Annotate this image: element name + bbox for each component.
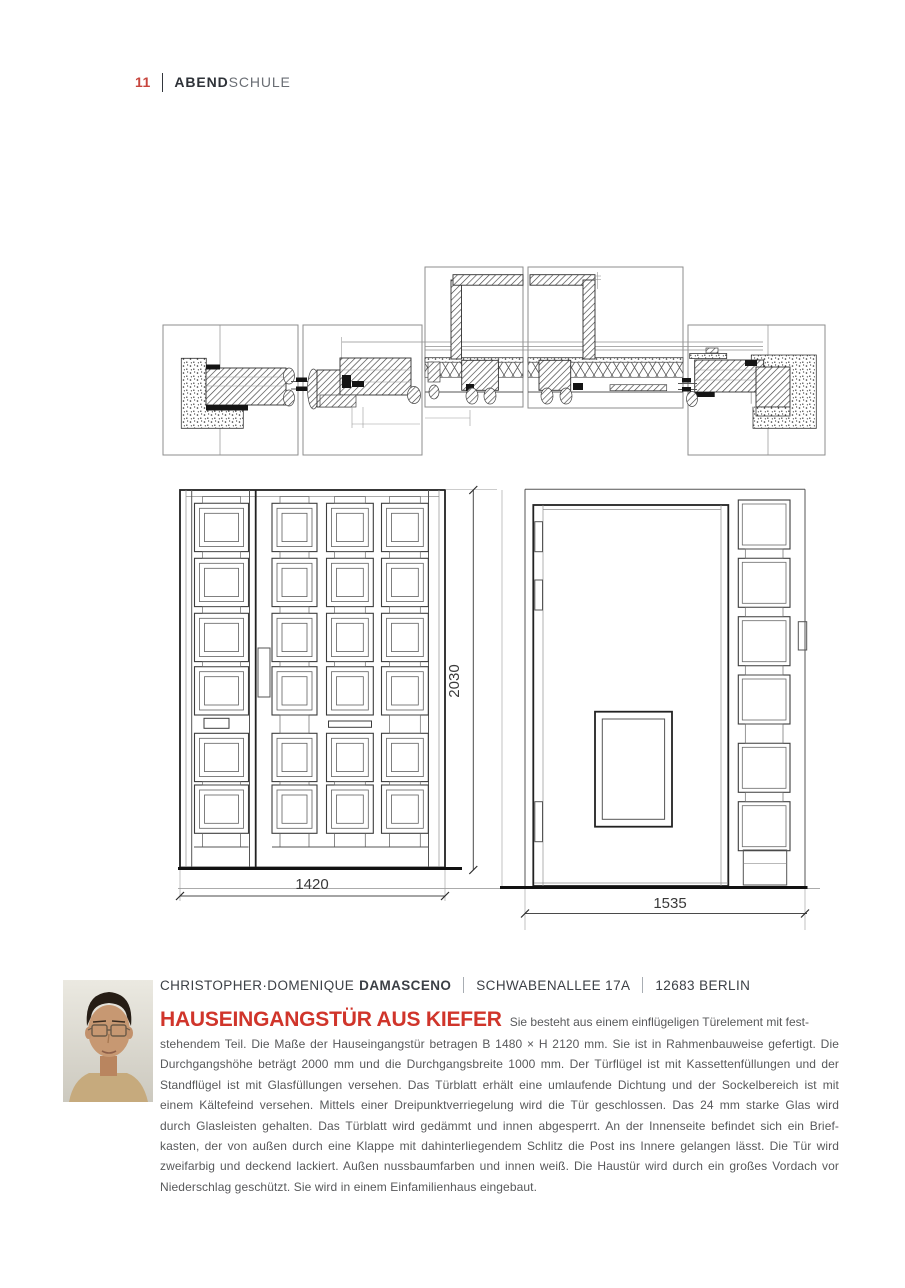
cassette-panel <box>272 733 317 781</box>
cassette-panel <box>272 503 317 551</box>
cassette-mid <box>200 618 244 656</box>
dimension-width-interior <box>521 889 809 930</box>
door-handle-exterior <box>258 648 270 697</box>
cassette-mid <box>277 508 312 546</box>
cassette-tab <box>280 662 309 667</box>
cassette-panel <box>327 733 374 781</box>
cassette-tab <box>390 497 421 504</box>
cassette-panel <box>272 667 317 715</box>
cassette-glass <box>282 568 307 596</box>
cassette-glass <box>337 568 364 596</box>
cassette-tab <box>280 552 309 559</box>
section-drawing <box>163 267 825 455</box>
article-body <box>160 1008 839 1197</box>
cassette-glass <box>392 513 419 541</box>
cassette-tab <box>280 497 309 504</box>
cassette-mid <box>332 563 369 601</box>
cassette-grid-exterior <box>195 497 429 848</box>
page-header <box>135 72 291 92</box>
cassette-panel <box>738 500 790 549</box>
elevation-exterior <box>176 486 820 901</box>
cassette-glass <box>337 623 364 651</box>
cassette-tab <box>390 662 421 667</box>
cassette-mid <box>387 563 424 601</box>
cassette-panel <box>195 558 249 606</box>
cassette-glass <box>205 568 239 596</box>
dimension-width-exterior <box>176 870 449 901</box>
side-panel-base <box>743 850 786 885</box>
article-line: Durchgangshöhe beträgt 2000 mm und die Durchgangsbreite 1000 mm. Der Türflügel ist mit Kassettenfüllungen und der <box>160 1057 839 1072</box>
cassette-tab <box>335 782 366 785</box>
cassette-tab <box>203 607 241 614</box>
cassette-glass <box>742 747 786 788</box>
dim-element-width: 1535 <box>653 895 687 912</box>
cassette-glass <box>282 677 307 705</box>
header-divider <box>162 73 164 92</box>
cassette-mid <box>200 738 244 776</box>
cassette-glass <box>337 795 364 823</box>
section-leaf-profiles <box>308 358 421 428</box>
cassette-tab <box>335 607 366 614</box>
cassette-mid <box>200 672 244 710</box>
cassette-tab <box>390 715 421 733</box>
door-leaf-interior <box>533 505 728 886</box>
cassette-panel <box>382 503 429 551</box>
page-number: 11 <box>135 74 151 90</box>
cassette-panel <box>738 558 790 607</box>
letterbox-flap <box>204 718 229 728</box>
cassette-tab <box>745 607 783 616</box>
cassette-glass <box>392 677 419 705</box>
cassette-glass <box>742 806 786 847</box>
cassette-glass <box>392 743 419 771</box>
author-divider <box>463 977 464 993</box>
cassette-glass <box>742 504 786 545</box>
article-line: einem Kältefeind versehen. Mittels einer Dreipunktverriegelung wird die Tür geschlossen. Das 24 mm starke Glas wird <box>160 1098 839 1113</box>
cassette-tab <box>280 715 309 733</box>
cassette-tab <box>335 662 366 667</box>
article-first-line <box>160 1008 839 1034</box>
cassette-glass <box>205 623 239 651</box>
cassette-tab <box>280 607 309 614</box>
cassette-glass <box>392 795 419 823</box>
portrait-illustration <box>63 980 153 1102</box>
cassette-mid <box>387 738 424 776</box>
article-line: Sie besteht aus einem einflügeligen Türelement mit fest- <box>509 1015 809 1029</box>
author-divider <box>642 977 643 993</box>
cassette-panel <box>327 558 374 606</box>
cassette-mid <box>332 672 369 710</box>
letterbox-panel <box>595 712 672 827</box>
cassette-glass <box>205 513 239 541</box>
cassette-glass <box>392 568 419 596</box>
cassette-mid <box>277 738 312 776</box>
section-portal-and-insulation <box>425 272 683 426</box>
cassette-glass <box>392 623 419 651</box>
cassette-panel <box>272 613 317 661</box>
cassette-glass <box>742 621 786 662</box>
cassette-glass <box>742 679 786 720</box>
cassette-tab <box>745 549 783 558</box>
cassette-panel <box>382 613 429 661</box>
cassette-mid <box>387 672 424 710</box>
cassette-mid <box>200 790 244 828</box>
cassette-glass <box>337 743 364 771</box>
cassette-tab <box>203 662 241 667</box>
article-line: durch Glasleisten gehalten. Das Türblatt wird gedämmt und innen abgesperrt. An der Innenseite befindet sich ein Brief- <box>160 1118 839 1133</box>
cassette-panel <box>195 785 249 833</box>
cassette-panel <box>272 558 317 606</box>
cassette-mid <box>387 790 424 828</box>
cassette-mid <box>277 790 312 828</box>
cassette-glass <box>742 562 786 603</box>
cassette-mid <box>277 563 312 601</box>
hinge-bottom <box>535 802 543 842</box>
article-line: kasten, der von außen durch eine Klappe mit dahinterliegendem Schlitz die Post ins Innere gelangen lässt. Die Tür wird <box>160 1139 839 1154</box>
cassette-glass <box>282 743 307 771</box>
section-jamb-right <box>678 325 816 455</box>
dim-door-width: 1420 <box>295 876 329 893</box>
author-first-names: CHRISTOPHER·DOMENIQUE <box>160 977 355 993</box>
hinge-top <box>535 522 543 552</box>
cassette-mid <box>332 618 369 656</box>
cassette-panel <box>327 613 374 661</box>
cassette-panel <box>327 667 374 715</box>
cassette-panel <box>738 675 790 724</box>
brand-title <box>174 74 290 90</box>
hinge-middle <box>535 580 543 610</box>
brand-bold: ABEND <box>174 74 229 90</box>
cassette-tab <box>335 552 366 559</box>
cassette-tab <box>203 497 241 504</box>
cassette-panel <box>738 802 790 851</box>
letterbox-slot <box>329 721 372 727</box>
author-street: SCHWABENALLEE 17A <box>476 977 631 993</box>
article-line: stehendem Teil. Die Maße der Hauseingangstür betragen B 1480 × H 2120 mm. Sie ist in Rahmenbauweise gefertigt. Die <box>160 1037 839 1051</box>
cassette-mid <box>387 618 424 656</box>
dim-door-height: 2030 <box>446 664 463 698</box>
cassette-tab <box>390 552 421 559</box>
author-photo <box>63 980 153 1102</box>
cassette-glass <box>282 513 307 541</box>
cassette-panel <box>738 617 790 666</box>
cassette-tab <box>745 724 783 743</box>
cassette-mid <box>200 563 244 601</box>
cassette-panel <box>382 733 429 781</box>
article-line: zweifarbig und deckend lackiert. Außen nussbaumfarben und innen weiß. Die Haustür wird durch ein großes Vordach vor <box>160 1159 839 1174</box>
cassette-panel <box>738 743 790 792</box>
cassette-glass <box>205 677 239 705</box>
cassette-tab <box>335 497 366 504</box>
cassette-glass <box>205 795 239 823</box>
cassette-tab <box>203 552 241 559</box>
author-last-name: DAMASCENO <box>359 977 452 993</box>
cassette-glass <box>205 743 239 771</box>
article-line: Niederschlag geschützt. Sie wird in einem Einfamilienhaus eingebaut. <box>160 1179 538 1194</box>
cassette-tab <box>390 782 421 785</box>
cassette-mid <box>277 672 312 710</box>
cassette-mid <box>387 508 424 546</box>
cassette-panel <box>327 785 374 833</box>
cassette-glass <box>282 623 307 651</box>
cassette-panel <box>195 613 249 661</box>
author-city: 12683 BERLIN <box>655 977 751 993</box>
cassette-tab <box>745 792 783 801</box>
cassette-mid <box>332 508 369 546</box>
brand-light: SCHULE <box>228 74 291 90</box>
article-title: HAUSEINGANGSTÜR AUS KIEFER <box>160 1008 502 1031</box>
cassette-glass <box>337 677 364 705</box>
cassette-panel <box>195 503 249 551</box>
cassette-mid <box>200 508 244 546</box>
cassette-panel <box>195 733 249 781</box>
cassette-grid-interior <box>738 500 790 851</box>
author-line <box>160 977 750 993</box>
door-handle-interior <box>798 622 806 650</box>
elevation-interior <box>500 489 809 930</box>
cassette-glass <box>337 513 364 541</box>
cassette-panel <box>195 667 249 715</box>
cassette-glass <box>282 795 307 823</box>
cassette-panel <box>272 785 317 833</box>
section-jamb-left <box>181 325 311 455</box>
cassette-tab <box>280 782 309 785</box>
cassette-mid <box>332 790 369 828</box>
article-line: Standflügel ist mit Glasfüllungen versehen. Das Türblatt erhält eine umlaufende Dichtung und der Sockelbereich ist mit <box>160 1077 839 1092</box>
cassette-tab <box>203 782 241 785</box>
dimension-height <box>445 486 497 874</box>
cassette-mid <box>332 738 369 776</box>
cassette-tab <box>745 666 783 675</box>
cassette-mid <box>277 618 312 656</box>
cassette-panel <box>382 558 429 606</box>
cassette-panel <box>327 503 374 551</box>
cassette-panel <box>382 785 429 833</box>
cassette-tab <box>390 607 421 614</box>
cassette-panel <box>382 667 429 715</box>
